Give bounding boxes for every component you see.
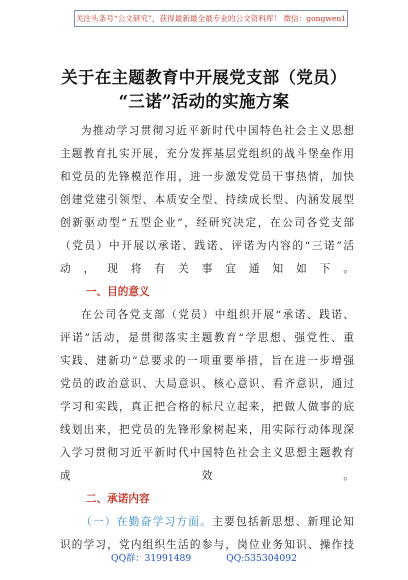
section1-line: 实践、建新功”总要求的一项重要举措，旨在进一步增强 — [60, 355, 354, 367]
section-heading-commitments: 二、承诺内容 — [86, 493, 150, 505]
document-title-line-1: 关于在主题教育中开展党支部（党员） — [61, 68, 347, 87]
section2-line: 识的学习，党内组织生活的参与，岗位业务知识、操作技 — [60, 539, 354, 551]
intro-line: 为推动学习贯彻习近平新时代中国特色社会主义思想 — [81, 125, 354, 137]
footer-contact — [0, 550, 408, 564]
intro-line: （党员）中开展以承诺、践诺、评诺为内容的“三诺”活 — [60, 240, 354, 252]
intro-paragraph — [60, 120, 354, 281]
section2-first-line — [60, 511, 354, 534]
section1-paragraph — [60, 304, 354, 488]
intro-line: 创建党建引领型、本质安全型、持续成长型、内涵发展型 — [60, 194, 354, 206]
section-heading-purpose: 一、目的意义 — [86, 286, 150, 298]
subsection-label-study: （一）在勤奋学习方面。 — [81, 516, 213, 528]
document-title-line-2: “三诺”活动的实施方案 — [118, 92, 290, 111]
subsection-text: 主要包括新思想、新理论知 — [212, 516, 354, 528]
section1-line: 学习和实践，真正把合格的标尺立起来，把做人做事的底 — [60, 401, 354, 413]
intro-line: 主题教育扎实开展，充分发挥基层党组织的战斗堡垒作用 — [60, 148, 354, 160]
section1-line: 成效。 — [60, 470, 354, 482]
footer-qq: QQ:535304092 — [226, 553, 297, 564]
section1-line: 党员的政治意识、大局意识、核心意识、看齐意识，通过 — [60, 378, 354, 390]
intro-line: 动，现将有关事宜通知如下。 — [60, 263, 354, 275]
section1-line: 入学习贯彻习近平新时代中国特色社会主义思想主题教育 — [60, 447, 354, 459]
section1-line: 评诺”活动，是贯彻落实主题教育“学思想、强党性、重 — [60, 332, 354, 344]
intro-line: 和党员的先锋模范作用，进一步激发党员干事热情，加快 — [60, 171, 354, 183]
footer-qq-group: QQ群：31991489 — [111, 553, 192, 564]
top-banner: 关注头条号“公文研究”，获得最新最全最专业的公文资料库！ 微信：gongwen1 — [74, 10, 348, 27]
section1-line: 线划出来，把党员的先锋形象树起来，用实际行动体现深 — [60, 424, 354, 436]
intro-line: 创新驱动型“五型企业”，经研究决定，在公司各党支部 — [60, 217, 354, 229]
section1-line: 在公司各党支部（党员）中组织开展“承诺、践诺、 — [81, 309, 354, 321]
